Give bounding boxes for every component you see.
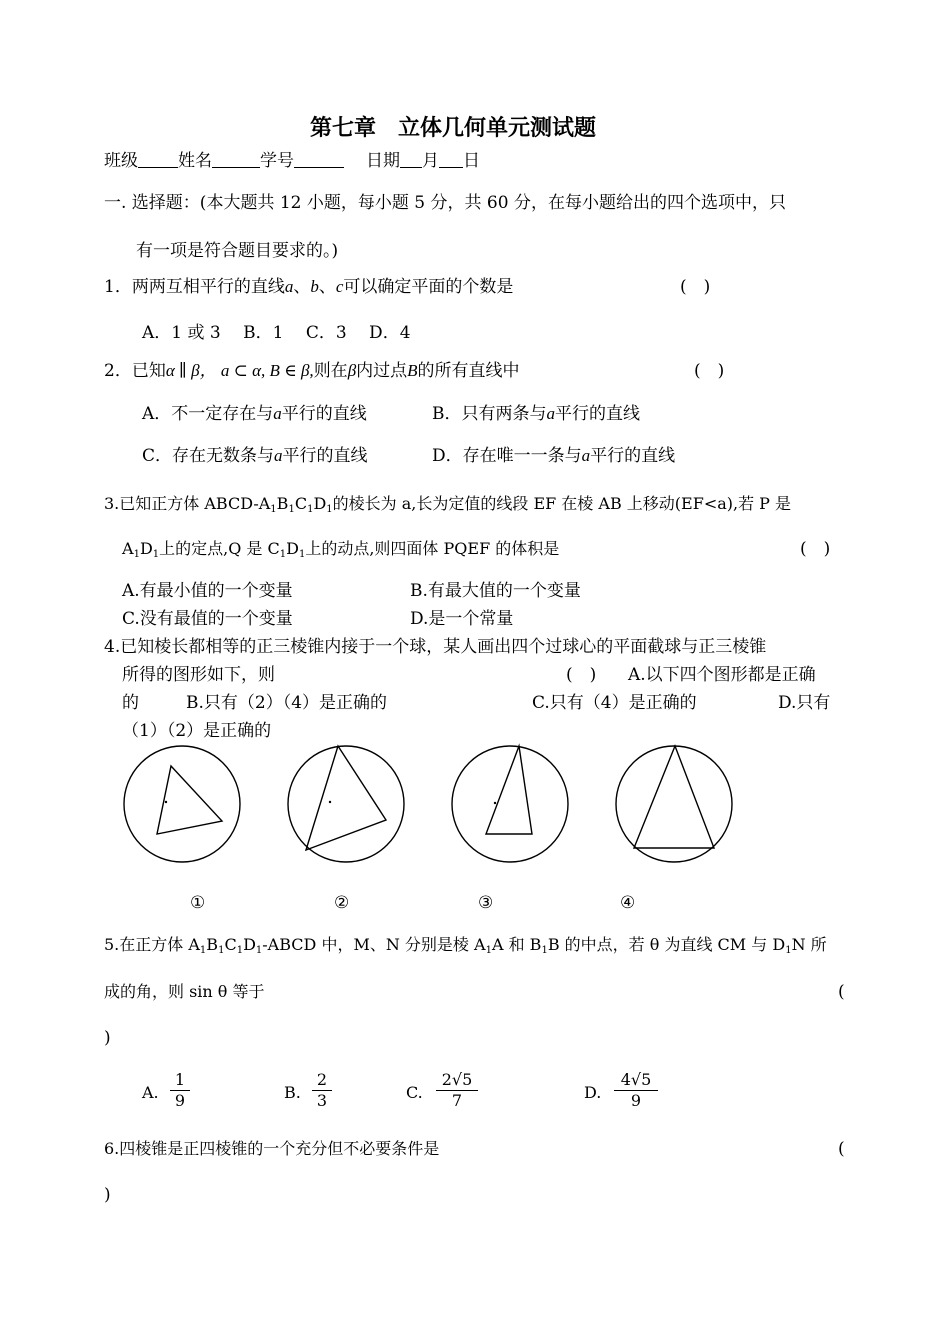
q3-text: 3.已知正方体 ABCD-A xyxy=(104,494,271,513)
figure-label-2: ② xyxy=(334,893,350,913)
q5-text: D xyxy=(243,935,256,954)
q4-option-a: A.以下四个图形都是正确 xyxy=(628,665,816,685)
q5-option-a-fraction xyxy=(170,1070,190,1111)
question-6: 6.四棱锥是正四棱锥的一个充分但不必要条件是 xyxy=(104,1139,440,1158)
denominator: 9 xyxy=(174,1091,186,1110)
q2-opt-var: a xyxy=(273,404,282,423)
month-label: 月 xyxy=(422,151,439,171)
q3-option-b: B.有最大值的一个变量 xyxy=(410,581,581,601)
q5-option-a-label: A. xyxy=(142,1083,159,1102)
q5-text: A 和 B xyxy=(491,935,542,954)
figure-label-4: ④ xyxy=(620,893,636,913)
q3-text: D xyxy=(313,494,327,513)
q1-options: A．1 或 3 B．1 C．3 D．4 xyxy=(142,323,411,343)
q1-var-a: a xyxy=(284,277,294,296)
q6-bracket-close: ) xyxy=(104,1185,111,1205)
q1-number: 1． xyxy=(104,277,132,297)
q2-var-B: B xyxy=(407,361,418,380)
subscript: 1 xyxy=(485,945,492,956)
page-title: 第七章 立体几何单元测试题 xyxy=(310,116,597,141)
name-blank xyxy=(212,151,260,168)
q2-text: 则在 xyxy=(313,361,348,381)
q3-text: 的棱长为 a,长为定值的线段 EF 在棱 AB 上移动(EF<a),若 P 是 xyxy=(332,494,792,513)
q3-text: D xyxy=(286,539,299,558)
numerator: 2√5 xyxy=(436,1070,478,1091)
q2-text: 已知 xyxy=(131,361,166,381)
q4-option-b: B.只有（2）（4）是正确的 xyxy=(186,693,388,713)
q2-opt-text: B．只有两条与 xyxy=(432,404,547,424)
subscript: 1 xyxy=(199,945,207,956)
month-blank xyxy=(400,151,422,168)
question-2 xyxy=(104,360,520,382)
numerator: 2 xyxy=(312,1070,332,1091)
q5-bracket-open: ( xyxy=(838,982,845,1002)
q4-option-d: D.只有 xyxy=(778,693,831,713)
q5-text: N 所 xyxy=(791,935,827,954)
q3-option-c: C.没有最值的一个变量 xyxy=(122,609,293,629)
subscript: 1 xyxy=(326,504,333,515)
q2-opt-text: A．不一定存在与 xyxy=(142,404,274,424)
q1-var-c: c xyxy=(335,277,344,296)
q2-opt-text: D．存在唯一一条与 xyxy=(432,446,582,466)
q5-option-c-label: C. xyxy=(406,1083,423,1102)
figure-label-3: ③ xyxy=(478,893,494,913)
q2-number: 2． xyxy=(104,361,132,381)
q1-sep: 、 xyxy=(293,277,311,297)
q5-option-b-label: B. xyxy=(284,1083,301,1102)
id-label: 学号 xyxy=(260,151,294,171)
question-1 xyxy=(104,276,513,298)
q2-text: 内过点 xyxy=(356,361,408,381)
question-3 xyxy=(104,493,791,515)
q4-option-c: C.只有（4）是正确的 xyxy=(532,693,697,713)
q1-text: 两两互相平行的直线 xyxy=(131,277,285,297)
q2-answer-bracket: ( ) xyxy=(694,361,725,381)
subscript: 1 xyxy=(298,549,306,560)
subscript: 1 xyxy=(307,504,314,515)
subscript: 1 xyxy=(133,549,140,560)
section-heading-cont: 有一项是符合题目要求的。) xyxy=(136,241,339,261)
subscript: 1 xyxy=(152,549,160,560)
figure-label-1: ① xyxy=(190,893,206,913)
q3-text: 上的定点,Q 是 C xyxy=(159,539,280,558)
q4-figures xyxy=(0,740,950,870)
q2-option-c xyxy=(142,445,368,467)
subscript: 1 xyxy=(279,549,287,560)
q2-opt-var: a xyxy=(581,446,591,465)
subscript: 1 xyxy=(218,945,225,956)
q2-opt-var: a xyxy=(546,404,555,423)
q2-option-b xyxy=(432,403,640,425)
figure-1 xyxy=(124,746,240,862)
denominator: 9 xyxy=(630,1091,642,1110)
q3-answer-bracket: ( ) xyxy=(800,539,831,559)
q2-opt-text: 平行的直线 xyxy=(590,446,676,466)
q2-opt-text: 平行的直线 xyxy=(282,446,368,466)
q5-text: 5.在正方体 A xyxy=(104,935,200,954)
name-label: 姓名 xyxy=(178,151,212,171)
subscript: 1 xyxy=(541,945,548,956)
q5-text: C xyxy=(224,935,237,954)
class-label: 班级 xyxy=(104,151,138,171)
q1-answer-bracket: ( ) xyxy=(680,277,711,297)
denominator: 7 xyxy=(451,1091,463,1110)
day-label: 日 xyxy=(463,151,480,171)
question-5 xyxy=(104,934,827,956)
figure-4 xyxy=(616,746,732,862)
q1-var-b: b xyxy=(310,277,319,296)
q3-text: 上的动点,则四面体 PQEF 的体积是 xyxy=(305,539,560,558)
q3-text: A xyxy=(122,539,134,558)
q3-option-d: D.是一个常量 xyxy=(410,609,514,629)
q3-text: B xyxy=(276,494,289,513)
subscript: 1 xyxy=(270,504,277,515)
question-5-cont: 成的角，则 sin θ 等于 xyxy=(104,982,265,1001)
q2-opt-text: 平行的直线 xyxy=(555,404,640,424)
q3-text: D xyxy=(139,539,153,558)
q1-sep: 、 xyxy=(318,277,336,297)
subscript: 1 xyxy=(785,945,792,956)
q5-option-d-fraction xyxy=(614,1070,658,1111)
class-blank xyxy=(138,151,178,168)
subscript: 1 xyxy=(236,945,244,956)
q2-opt-var: a xyxy=(274,446,283,465)
q4-answer-bracket: ( ) xyxy=(566,665,597,685)
q2-text-end: 的所有直线中 xyxy=(417,361,520,381)
q4-option-a-cont: 的 xyxy=(122,693,139,713)
question-4: 4.已知棱长都相等的正三棱锥内接于一个球，某人画出四个过球心的平面截球与正三棱锥 xyxy=(104,637,767,657)
day-blank xyxy=(439,151,463,168)
q5-option-b-fraction xyxy=(312,1070,332,1111)
q5-option-d-label: D. xyxy=(584,1083,602,1102)
student-info-line xyxy=(104,150,480,172)
section-heading: 一. 选择题：(本大题共 12 小题，每小题 5 分，共 60 分，在每小题给出的四个选项中，只 xyxy=(104,193,786,213)
q2-var-beta: β xyxy=(347,361,357,380)
numerator: 1 xyxy=(170,1070,190,1091)
subscript: 1 xyxy=(288,504,295,515)
q2-option-a xyxy=(142,403,367,425)
question-3-cont xyxy=(122,538,559,560)
figure-3 xyxy=(452,746,568,862)
q5-option-c-fraction xyxy=(436,1070,478,1111)
q2-opt-text: 平行的直线 xyxy=(281,404,367,424)
q5-text: -ABCD 中，M、N 分别是棱 A xyxy=(262,935,486,954)
question-4-line2: 所得的图形如下，则 xyxy=(122,665,275,685)
q3-text: C xyxy=(294,494,308,513)
q2-option-d xyxy=(432,445,675,467)
q3-option-a: A.有最小值的一个变量 xyxy=(122,581,293,601)
q5-text: B 的中点，若 θ 为直线 CM 与 D xyxy=(547,935,786,954)
date-label: 日期 xyxy=(366,151,400,171)
q4-option-d-cont: （1）（2）是正确的 xyxy=(122,721,272,741)
q2-condition: α ∥ β， a ⊂ α, B ∈ β, xyxy=(165,361,314,380)
numerator: 4√5 xyxy=(614,1070,658,1091)
id-blank xyxy=(294,151,344,168)
subscript: 1 xyxy=(255,945,263,956)
q5-bracket-close: ) xyxy=(104,1028,111,1048)
q6-bracket-open: ( xyxy=(838,1139,845,1159)
figure-2 xyxy=(288,746,404,862)
q2-opt-text: C．存在无数条与 xyxy=(142,446,275,466)
q5-text: B xyxy=(206,935,219,954)
q1-text-end: 可以确定平面的个数是 xyxy=(343,277,514,297)
denominator: 3 xyxy=(316,1091,328,1110)
